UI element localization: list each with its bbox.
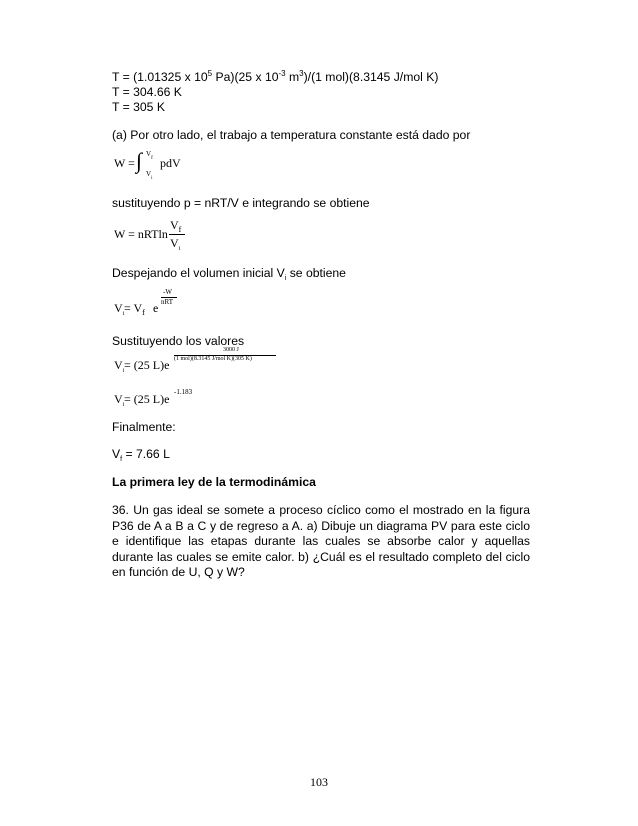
t1-exp2: -3: [278, 69, 286, 78]
w-integral-lhs: W =: [114, 156, 135, 170]
sustituyendo-text: Sustituyendo los valores: [112, 334, 245, 348]
temperature-calc-line: [112, 70, 438, 84]
temperature-result-1: T = 304.66 K: [112, 85, 182, 99]
t1-mid2: m: [285, 70, 300, 84]
t1-exp1: 5: [207, 69, 213, 78]
vi-exp-denominator: nRT: [161, 298, 174, 306]
t1-mid: Pa)(25 x 10: [212, 70, 279, 84]
t1-text: T = (1.01325 x 10: [112, 70, 208, 84]
integral-upper-limit: $V_f$: [146, 150, 153, 161]
section-heading: La primera ley de la termodinámica: [112, 475, 316, 489]
vi-eq: = $V_f$: [124, 301, 145, 317]
integral-lower-limit: $V_i$: [146, 170, 153, 181]
vi-e: e: [153, 301, 159, 315]
work-ln-equation: [112, 216, 232, 252]
r-exp: -1.183: [174, 388, 193, 396]
finalmente-text: Finalmente:: [112, 420, 176, 434]
r-lhs: $V_i$: [114, 392, 125, 408]
t1-exp3: 3: [299, 69, 304, 78]
sv-rhs: = (25 L)e: [124, 358, 170, 372]
w-ln-numerator: $V_f$: [170, 218, 182, 234]
work-integral-equation: [112, 148, 232, 182]
integral-symbol: ∫: [136, 148, 143, 173]
substitution-text: sustituyendo p = nRT/V e integrando se obtiene: [112, 196, 370, 210]
w-ln-fraction-bar: [169, 234, 185, 235]
r-rhs: = (25 L)e: [124, 392, 170, 406]
vi-exp-numerator: -W: [163, 288, 172, 296]
vi-substituted-equation: [112, 346, 282, 376]
page-number: 103: [310, 775, 328, 789]
problem-36-text: 36. Un gas ideal se somete a proceso cíclico como el mostrado en la figura P36 de A a B a C y de regreso a A. a) Dibuje un diagrama PV para este ciclo e identifique las etapas durante las cuales se absorbe calor y aquellas durante las cuales se emite calor. b) ¿Cuál es el resultado completo del ciclo en función de U, Q y W?: [112, 503, 530, 580]
work-intro-text: (a) Por otro lado, el trabajo a temperatura constante está dado por: [112, 128, 471, 142]
sv-lhs: $V_i$: [114, 358, 125, 374]
vi-result-equation: [112, 386, 232, 410]
vi-lhs: $V_i$: [114, 301, 125, 317]
despejando-text: Despejando el volumen inicial $V_i$ se obtiene: [112, 266, 346, 282]
temperature-result-2: T = 305 K: [112, 100, 165, 114]
w-ln-lhs: W = nRTln: [114, 227, 168, 241]
w-ln-denominator: $V_i$: [170, 236, 181, 252]
sv-exp-numerator: 3000 J: [223, 347, 239, 353]
t1-end: )/(1 mol)(8.3145 J/mol K): [303, 70, 439, 84]
final-volume-result: $V_f = 7.66$ L: [112, 447, 170, 463]
vi-exponential-equation: [112, 286, 232, 318]
w-integral-rhs: pdV: [160, 156, 181, 170]
sv-exp-denominator: (1 mol)(8.3145 J/mol K)(305 K): [174, 356, 252, 362]
